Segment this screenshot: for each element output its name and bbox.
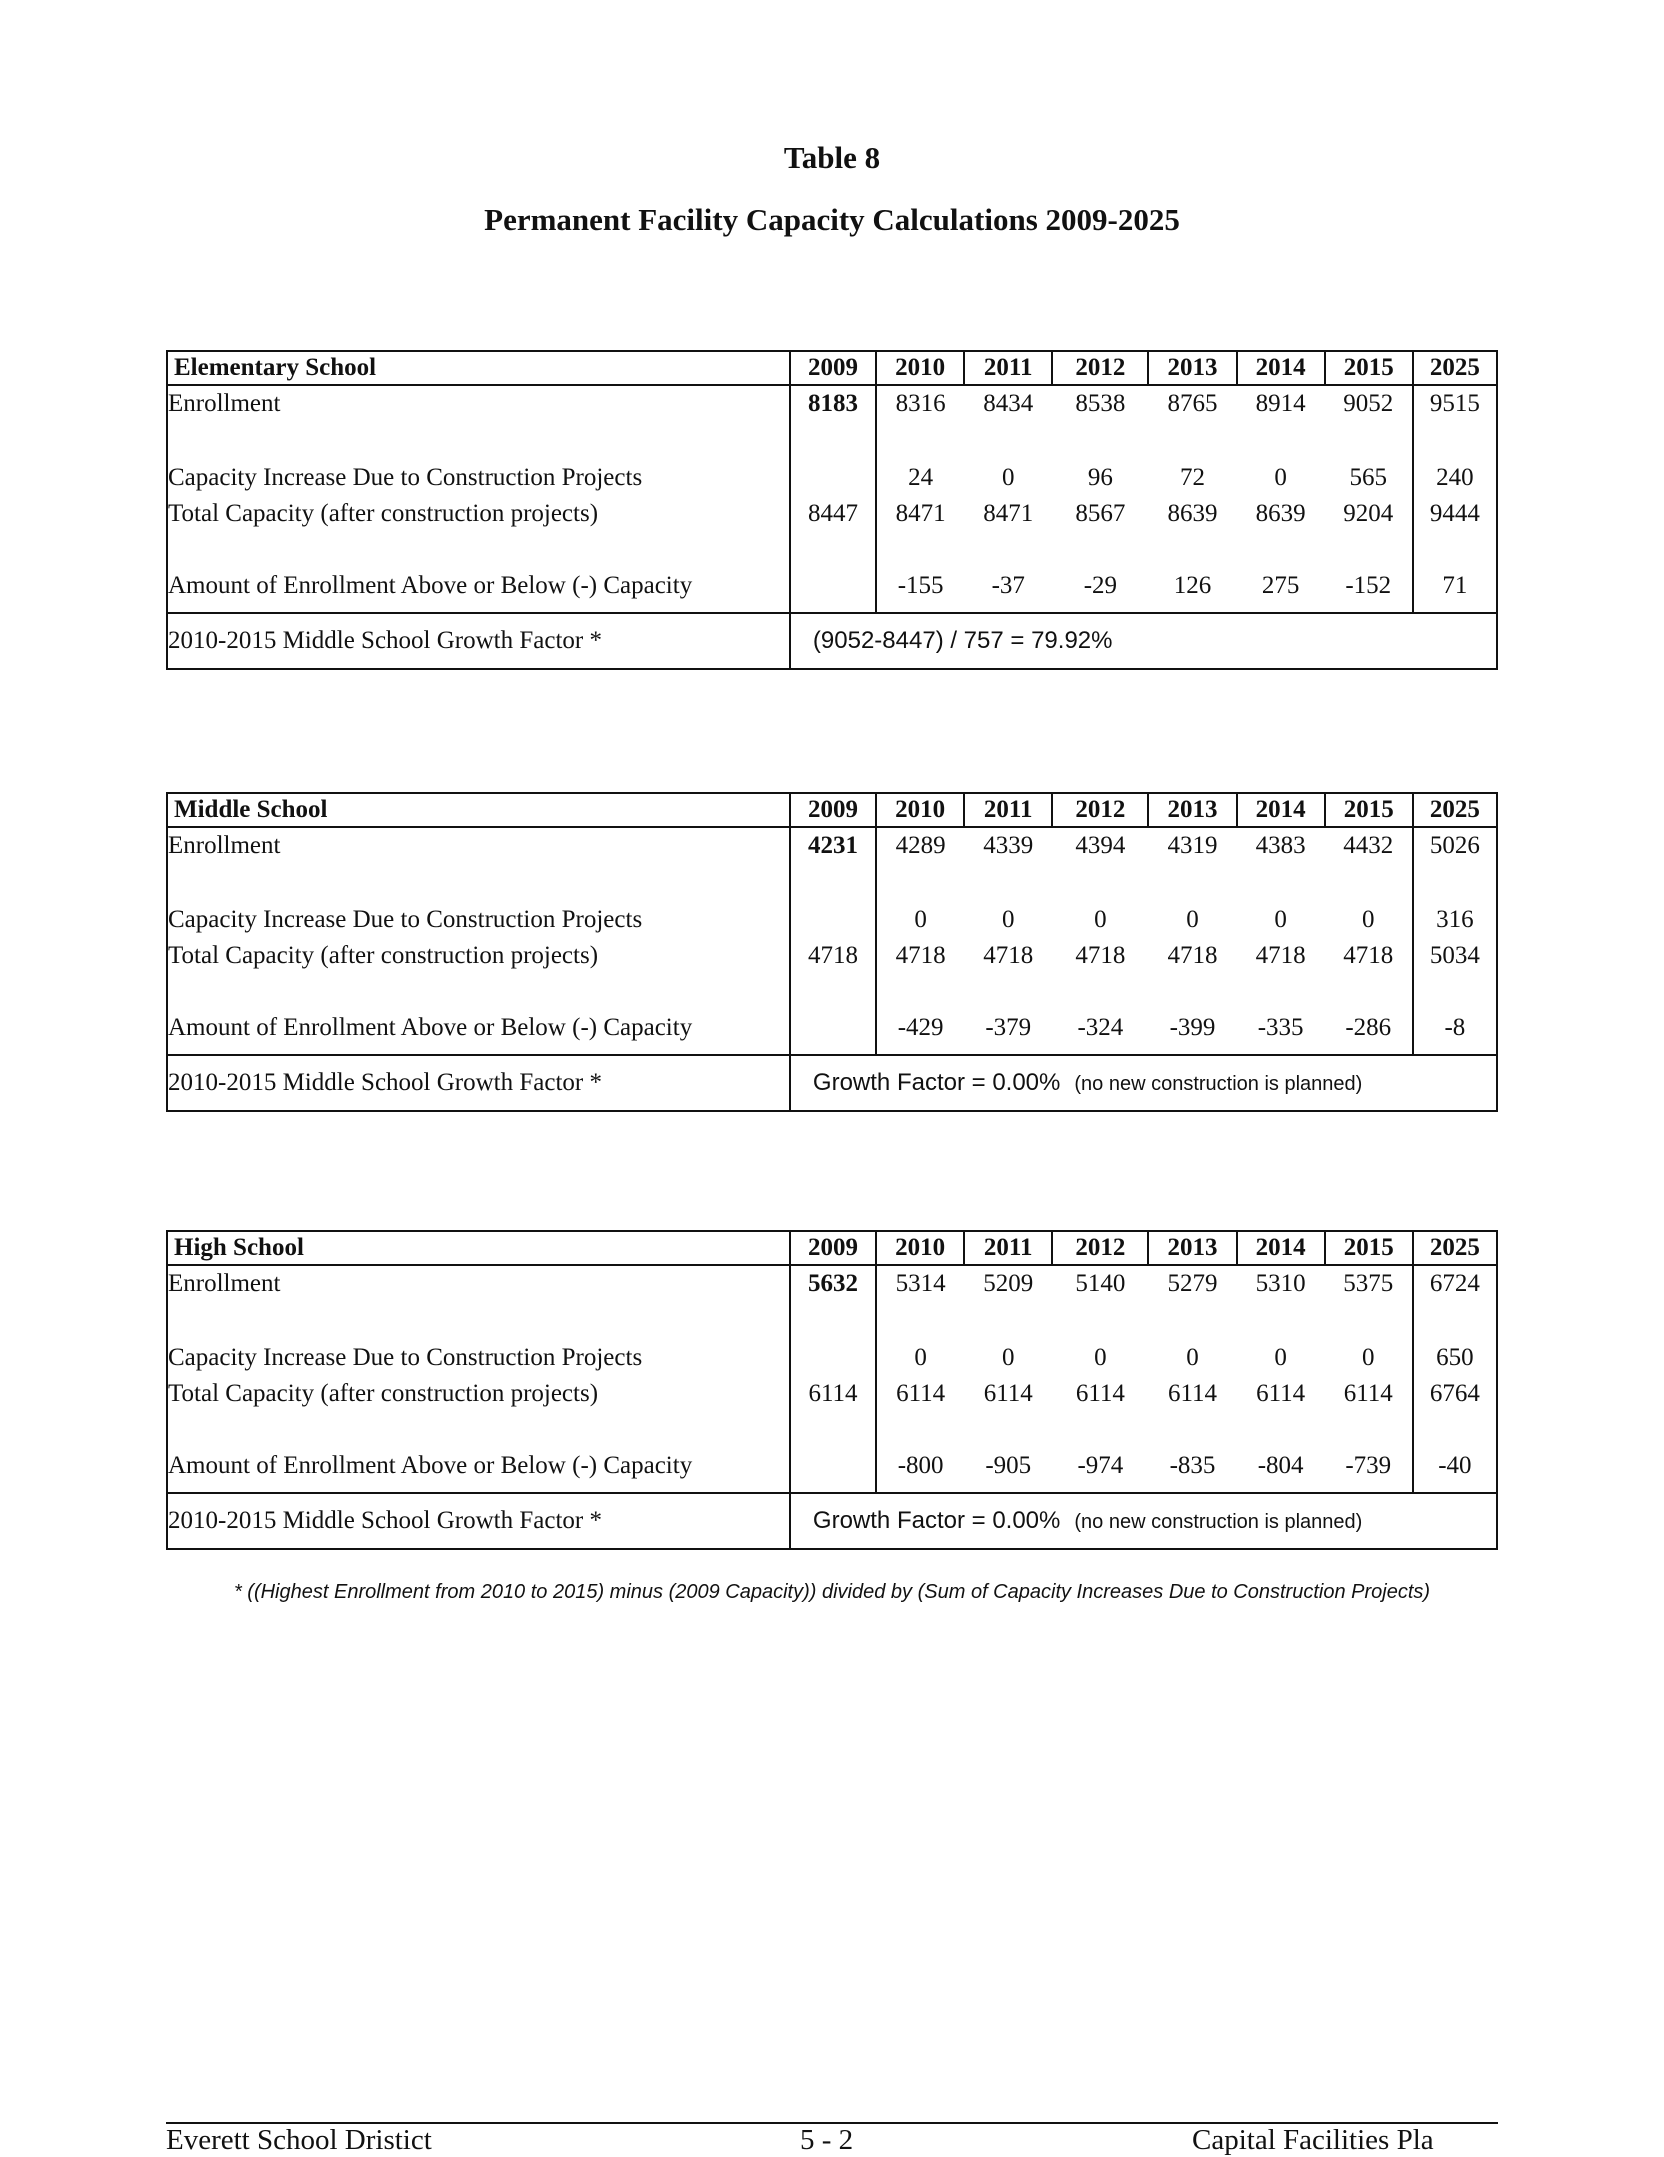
growth-factor-value [790, 1055, 1497, 1111]
value-cell [790, 1448, 876, 1493]
value-cell: 4319 [1167, 832, 1218, 859]
value-cell: 6114 [1075, 1380, 1125, 1407]
value-cell: 4383 [1255, 832, 1306, 859]
footer-district: Everett School Dristict [166, 2124, 432, 2156]
value-cell: 0 [1001, 464, 1015, 491]
value-cell: 6114 [1343, 1380, 1393, 1407]
value-cell: -399 [1148, 1010, 1236, 1055]
value-cell: 8447 [790, 498, 876, 568]
growth-factor-note: (no new construction is planned) [1074, 1511, 1363, 1533]
enrollment-row [167, 827, 1497, 902]
value-cell: 8765 [1167, 390, 1218, 417]
value-cell: 8914 [1255, 390, 1306, 417]
value-cell: 316 [1413, 902, 1497, 940]
year-header: 2014 [1237, 351, 1325, 385]
value-cell: 0 [1094, 906, 1107, 933]
value-cell: 0 [1001, 1344, 1015, 1371]
value-cell: -286 [1325, 1010, 1413, 1055]
page-title: Permanent Facility Capacity Calculations 2009-2025 [484, 202, 1180, 237]
value-cell [790, 568, 876, 613]
year-header: 2015 [1325, 351, 1413, 385]
year-header: 2010 [876, 351, 964, 385]
year-header: 2009 [790, 1231, 876, 1265]
growth-factor-row [167, 1055, 1497, 1111]
row-label: Capacity Increase Due to Construction Projects [167, 460, 790, 498]
value-cell: 5310 [1255, 1270, 1306, 1297]
value-cell: 72 [1180, 464, 1205, 491]
value-cell: 5632 [790, 1265, 876, 1340]
value-cell: 4718 [983, 942, 1034, 969]
footnote: * ((Highest Enrollment from 2010 to 2015) minus (2009 Capacity)) divided by (Sum of Capacity Increases Due to Construction Projects) [233, 1581, 1431, 1603]
above-below-row [167, 1448, 1497, 1493]
year-header: 2014 [1237, 793, 1325, 827]
value-cell: 8316 [876, 385, 964, 460]
value-cell: -429 [876, 1010, 964, 1055]
value-cell: -905 [964, 1448, 1052, 1493]
value-cell: 0 [876, 1340, 964, 1378]
value-cell: 8639 [1255, 500, 1306, 527]
value-cell: -37 [964, 568, 1052, 613]
value-cell: 9515 [1413, 385, 1497, 460]
year-header: 2025 [1413, 1231, 1497, 1265]
growth-factor-row [167, 613, 1497, 669]
value-cell: 0 [1186, 906, 1199, 933]
year-header: 2012 [1052, 793, 1148, 827]
row-label: Total Capacity (after construction projects) [167, 940, 790, 1010]
value-cell: -835 [1148, 1448, 1236, 1493]
total-capacity-row [167, 940, 1497, 1010]
value-cell: 6764 [1413, 1378, 1497, 1448]
school-level-heading: Elementary School [167, 351, 790, 385]
value-cell: -155 [876, 568, 964, 613]
value-cell: 4718 [1075, 942, 1126, 969]
year-header: 2012 [1052, 1231, 1148, 1265]
year-header: 2010 [876, 1231, 964, 1265]
year-header: 2013 [1148, 351, 1236, 385]
header-row [167, 1231, 1497, 1265]
capacity-increase-row [167, 460, 1497, 498]
value-cell: 0 [876, 902, 964, 940]
growth-factor-value [790, 1493, 1497, 1549]
capacity-increase-row [167, 902, 1497, 940]
value-cell: -335 [1237, 1010, 1325, 1055]
enrollment-row [167, 385, 1497, 460]
value-cell: 6114 [790, 1378, 876, 1448]
value-cell: 5314 [876, 1265, 964, 1340]
value-cell: 9052 [1343, 390, 1394, 417]
row-label: Capacity Increase Due to Construction Projects [167, 902, 790, 940]
value-cell: 8183 [790, 385, 876, 460]
year-header: 2015 [1325, 793, 1413, 827]
value-cell: 5140 [1075, 1270, 1126, 1297]
value-cell: 4289 [876, 827, 964, 902]
value-cell: 4339 [983, 832, 1034, 859]
row-label: 2010-2015 Middle School Growth Factor * [167, 613, 790, 669]
value-cell: 5375 [1343, 1270, 1394, 1297]
value-cell: -739 [1325, 1448, 1413, 1493]
value-cell: 240 [1413, 460, 1497, 498]
row-label: Capacity Increase Due to Construction Projects [167, 1340, 790, 1378]
enrollment-row [167, 1265, 1497, 1340]
value-cell: -379 [964, 1010, 1052, 1055]
total-capacity-row [167, 1378, 1497, 1448]
value-cell: 275 [1237, 568, 1325, 613]
value-cell: 0 [1001, 906, 1015, 933]
value-cell: 0 [1362, 906, 1375, 933]
capacity-increase-row [167, 1340, 1497, 1378]
value-cell: 9204 [1343, 500, 1394, 527]
growth-factor-row [167, 1493, 1497, 1549]
middle-school-table [166, 792, 1498, 1112]
value-cell: -324 [1052, 1010, 1148, 1055]
footer-page-number: 5 - 2 [800, 2124, 854, 2156]
growth-factor-formula: Growth Factor = 0.00% [812, 1507, 1061, 1534]
value-cell: 5026 [1413, 827, 1497, 902]
value-cell: 4718 [1255, 942, 1306, 969]
year-header: 2010 [876, 793, 964, 827]
value-cell: 71 [1413, 568, 1497, 613]
value-cell: 4718 [876, 940, 964, 1010]
value-cell: 0 [1274, 1344, 1287, 1371]
row-label: 2010-2015 Middle School Growth Factor * [167, 1493, 790, 1549]
value-cell: 8639 [1167, 500, 1218, 527]
value-cell [790, 902, 876, 940]
year-header: 2025 [1413, 351, 1497, 385]
value-cell: -29 [1052, 568, 1148, 613]
value-cell: 24 [876, 460, 964, 498]
value-cell: -804 [1237, 1448, 1325, 1493]
footer-document-title: Capital Facilities Pla [1192, 2124, 1434, 2156]
value-cell: 4432 [1343, 832, 1394, 859]
above-below-row [167, 568, 1497, 613]
year-header: 2009 [790, 793, 876, 827]
header-row [167, 351, 1497, 385]
value-cell: 5209 [983, 1270, 1034, 1297]
value-cell: 0 [1274, 906, 1287, 933]
value-cell: 0 [1362, 1344, 1375, 1371]
value-cell [790, 1340, 876, 1378]
elementary-school-table [166, 350, 1498, 670]
value-cell: 6114 [1167, 1380, 1218, 1407]
value-cell: 6724 [1413, 1265, 1497, 1340]
value-cell: 8434 [983, 390, 1034, 417]
row-label: Enrollment [167, 385, 790, 460]
value-cell: -40 [1413, 1448, 1497, 1493]
value-cell: 0 [1274, 464, 1287, 491]
row-label: Enrollment [167, 827, 790, 902]
year-header: 2012 [1052, 351, 1148, 385]
value-cell: -974 [1052, 1448, 1148, 1493]
year-header: 2015 [1325, 1231, 1413, 1265]
total-capacity-row [167, 498, 1497, 568]
value-cell: 0 [1094, 1344, 1107, 1371]
value-cell: 0 [1186, 1344, 1199, 1371]
value-cell: 5034 [1413, 940, 1497, 1010]
year-header: 2013 [1148, 1231, 1236, 1265]
growth-factor-note [1112, 631, 1126, 653]
row-label: Enrollment [167, 1265, 790, 1340]
header-row [167, 793, 1497, 827]
year-header: 2014 [1237, 1231, 1325, 1265]
value-cell: 9444 [1413, 498, 1497, 568]
value-cell: 6114 [983, 1380, 1033, 1407]
row-label: Amount of Enrollment Above or Below (-) Capacity [167, 1010, 790, 1055]
table-number: Table 8 [783, 140, 881, 175]
value-cell: 6114 [876, 1378, 964, 1448]
value-cell: 8538 [1075, 390, 1126, 417]
value-cell [790, 460, 876, 498]
value-cell [790, 1010, 876, 1055]
year-header: 2009 [790, 351, 876, 385]
value-cell: 650 [1413, 1340, 1497, 1378]
value-cell: 8471 [876, 498, 964, 568]
above-below-row [167, 1010, 1497, 1055]
value-cell: 4718 [1167, 942, 1218, 969]
value-cell: 8471 [983, 500, 1034, 527]
school-level-heading: High School [167, 1231, 790, 1265]
value-cell: 4718 [1343, 942, 1394, 969]
row-label: Total Capacity (after construction projects) [167, 1378, 790, 1448]
value-cell: 5279 [1167, 1270, 1218, 1297]
row-label: Amount of Enrollment Above or Below (-) Capacity [167, 1448, 790, 1493]
row-label: 2010-2015 Middle School Growth Factor * [167, 1055, 790, 1111]
year-header: 2011 [964, 1231, 1052, 1265]
row-label: Amount of Enrollment Above or Below (-) Capacity [167, 568, 790, 613]
year-header: 2013 [1148, 793, 1236, 827]
value-cell: 4231 [790, 827, 876, 902]
growth-factor-formula: (9052-8447) / 757 = 79.92% [812, 627, 1113, 654]
growth-factor-value [790, 613, 1497, 669]
value-cell: -152 [1325, 568, 1413, 613]
value-cell: 96 [1087, 464, 1113, 491]
value-cell: 4394 [1075, 832, 1126, 859]
value-cell: 6114 [1256, 1380, 1306, 1407]
year-header: 2025 [1413, 793, 1497, 827]
growth-factor-formula: Growth Factor = 0.00% [812, 1069, 1061, 1096]
value-cell: -8 [1413, 1010, 1497, 1055]
value-cell: 126 [1148, 568, 1236, 613]
year-header: 2011 [964, 351, 1052, 385]
school-level-heading: Middle School [167, 793, 790, 827]
value-cell: -800 [876, 1448, 964, 1493]
value-cell: 4718 [790, 940, 876, 1010]
year-header: 2011 [964, 793, 1052, 827]
high-school-table [166, 1230, 1498, 1550]
growth-factor-note: (no new construction is planned) [1074, 1073, 1363, 1095]
value-cell: 565 [1349, 464, 1387, 491]
value-cell: 8567 [1075, 500, 1126, 527]
row-label: Total Capacity (after construction projects) [167, 498, 790, 568]
